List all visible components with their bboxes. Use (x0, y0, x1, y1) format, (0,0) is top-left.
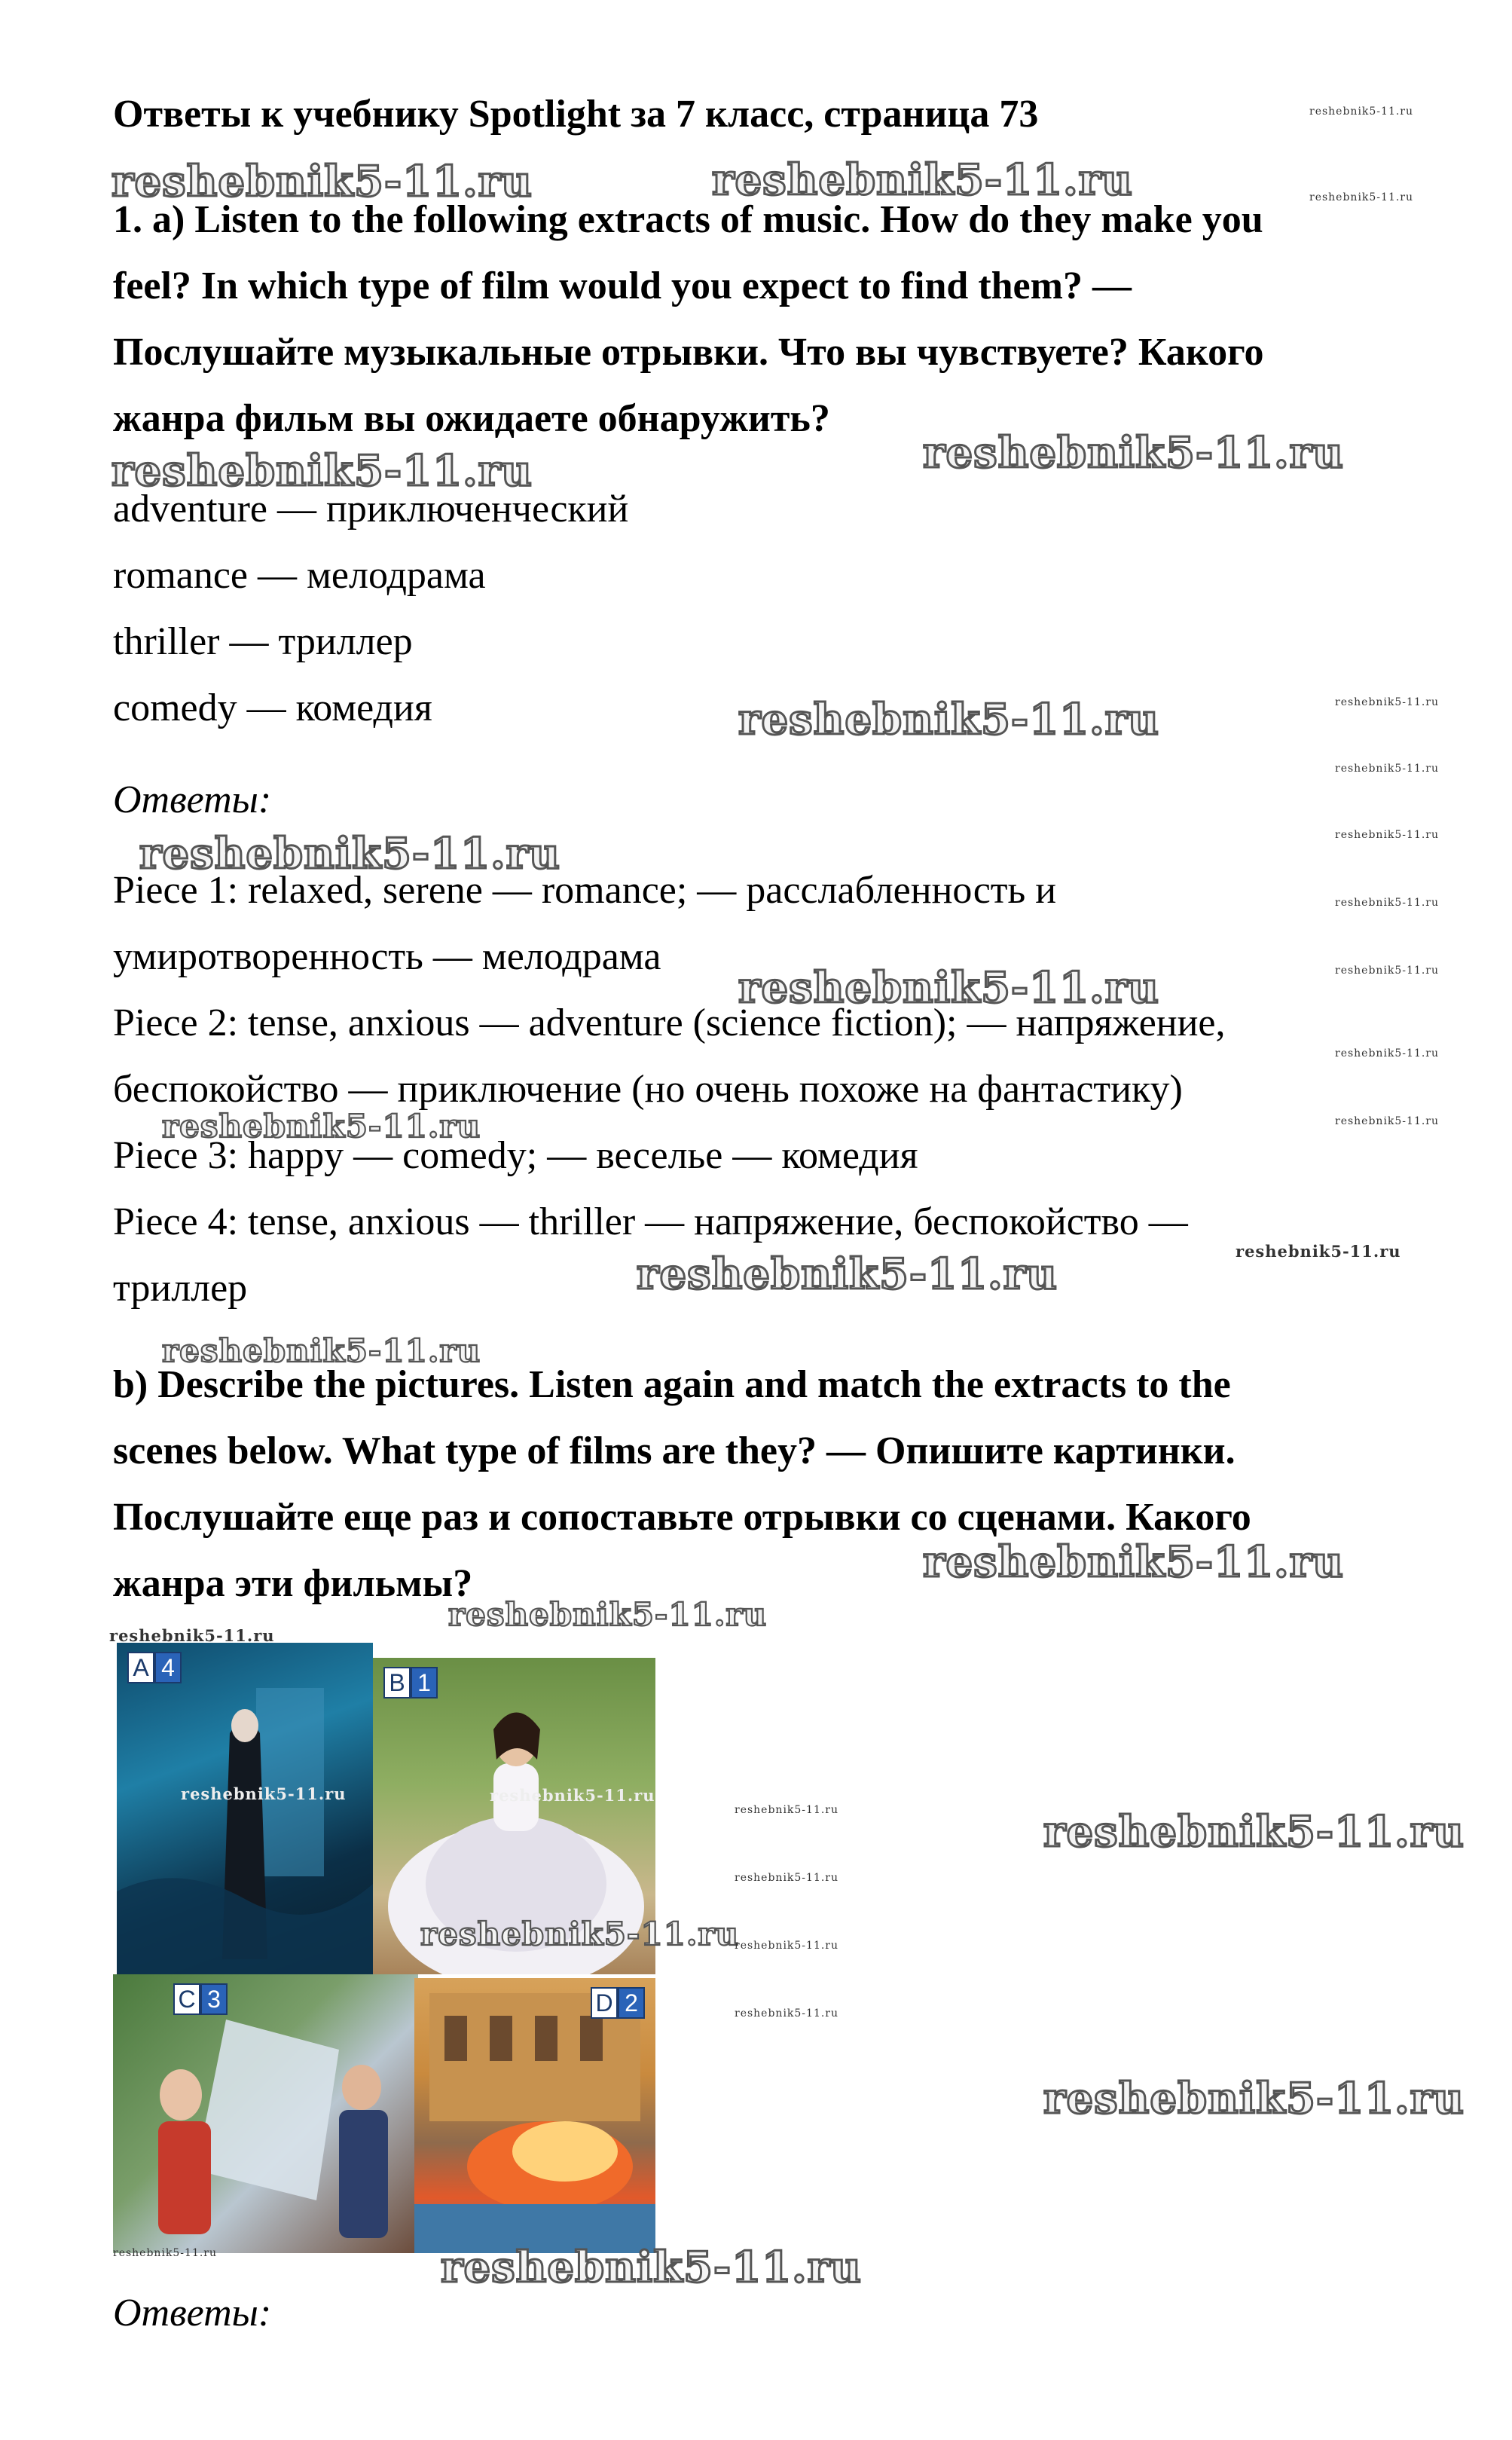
watermark: reshebnik5-11.ru (738, 695, 1159, 745)
watermark: reshebnik5-11.ru (139, 829, 561, 879)
watermark: reshebnik5-11.ru (162, 1332, 481, 1369)
page-title: Ответы к учебнику Spotlight за 7 класс, страница 73 (113, 93, 1039, 136)
vocab-item: comedy — комедия (113, 686, 432, 729)
watermark: reshebnik5-11.ru (1335, 1115, 1440, 1127)
watermark: reshebnik5-11.ru (162, 1108, 481, 1145)
watermark: reshebnik5-11.ru (1043, 2074, 1465, 2124)
answer-line: Piece 2: tense, anxious — adventure (science fiction); — напряжение, (113, 1001, 1226, 1044)
vocab-item: romance — мелодрама (113, 554, 486, 597)
answers-label: Ответы: (113, 778, 272, 821)
answer-line: умиротворенность — мелодрама (113, 935, 661, 978)
watermark: reshebnik5-11.ru (637, 1249, 1058, 1299)
watermark: reshebnik5-11.ru (109, 1626, 275, 1645)
scene-number: 2 (618, 1987, 645, 2019)
watermark: reshebnik5-11.ru (1335, 965, 1440, 977)
task-1b-line-4: жанра эти фильмы? (113, 1562, 473, 1605)
task-1a-line-1: 1. a) Listen to the following extracts of music. How do they make you (113, 198, 1263, 241)
watermark: reshebnik5-11.ru (448, 1596, 768, 1633)
watermark: reshebnik5-11.ru (923, 1537, 1344, 1587)
watermark: reshebnik5-11.ru (735, 2007, 839, 2020)
task-1b-line-1: b) Describe the pictures. Listen again and match the extracts to the (113, 1363, 1231, 1406)
vocab-item: adventure — приключенческий (113, 488, 629, 531)
watermark: reshebnik5-11.ru (735, 1940, 839, 1952)
watermark: reshebnik5-11.ru (441, 2243, 862, 2292)
task-1a-line-2: feel? In which type of film would you expect to find them? — (113, 264, 1132, 307)
watermark: reshebnik5-11.ru (1309, 105, 1414, 118)
scene-d-picture (414, 1978, 655, 2253)
watermark: reshebnik5-11.ru (735, 1872, 839, 1884)
watermark: reshebnik5-11.ru (712, 155, 1133, 205)
scene-number: 1 (411, 1667, 438, 1699)
watermark: reshebnik5-11.ru (738, 963, 1159, 1013)
watermark: reshebnik5-11.ru (1335, 763, 1440, 775)
answers-label: Ответы: (113, 2292, 272, 2335)
answer-line: триллер (113, 1267, 248, 1310)
scene-letter: A (127, 1652, 154, 1683)
scene-letter: B (383, 1667, 411, 1699)
scene-a-picture (117, 1643, 373, 1974)
watermark: reshebnik5-11.ru (1335, 897, 1440, 909)
scene-number: 3 (200, 1983, 228, 2015)
watermark: reshebnik5-11.ru (420, 1916, 740, 1952)
watermark: reshebnik5-11.ru (1335, 696, 1440, 708)
task-1a-line-3: Послушайте музыкальные отрывки. Что вы чувствуете? Какого (113, 331, 1264, 374)
answer-line: Piece 3: happy — comedy; — веселье — комедия (113, 1134, 918, 1177)
task-1b-line-2: scenes below. What type of films are they? — Опишите картинки. (113, 1429, 1236, 1472)
vocab-item: thriller — триллер (113, 620, 413, 663)
task-1a-line-4: жанра фильм вы ожидаете обнаружить? (113, 397, 830, 440)
scene-letter: D (591, 1987, 618, 2019)
watermark: reshebnik5-11.ru (923, 428, 1344, 478)
scene-c-picture (113, 1974, 418, 2253)
scene-number: 4 (154, 1652, 182, 1683)
watermark: reshebnik5-11.ru (735, 1804, 839, 1816)
scene-letter: C (173, 1983, 200, 2015)
watermark: reshebnik5-11.ru (111, 446, 533, 496)
answer-line: Piece 1: relaxed, serene — romance; — расслабленность и (113, 869, 1057, 912)
answer-line: Piece 4: tense, anxious — thriller — напряжение, беспокойство — (113, 1200, 1188, 1243)
watermark: reshebnik5-11.ru (113, 2247, 218, 2259)
watermark: reshebnik5-11.ru (1236, 1242, 1401, 1261)
task-1b-line-3: Послушайте еще раз и сопоставьте отрывки со сценами. Какого (113, 1496, 1251, 1539)
watermark: reshebnik5-11.ru (1335, 1047, 1440, 1059)
watermark: reshebnik5-11.ru (1335, 829, 1440, 841)
watermark: reshebnik5-11.ru (181, 1784, 347, 1803)
answer-line: беспокойство — приключение (но очень похоже на фантастику) (113, 1068, 1183, 1111)
watermark: reshebnik5-11.ru (490, 1786, 655, 1805)
watermark: reshebnik5-11.ru (1043, 1807, 1465, 1857)
watermark: reshebnik5-11.ru (111, 157, 533, 206)
watermark: reshebnik5-11.ru (1309, 191, 1414, 203)
